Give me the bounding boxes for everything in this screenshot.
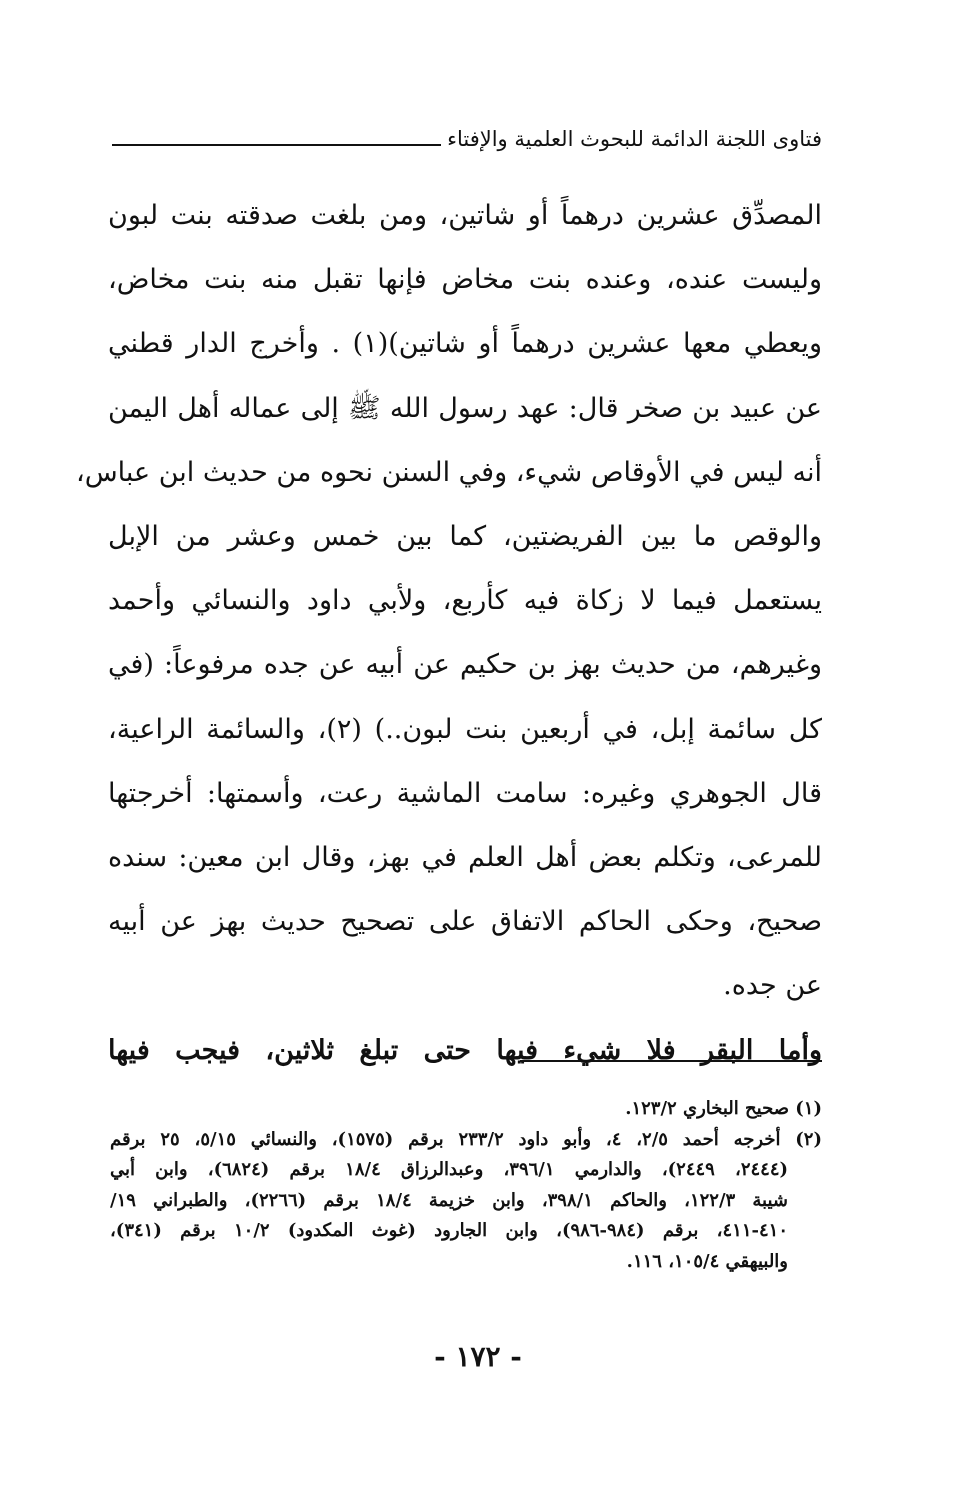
body-line: وليست عنده، وعنده بنت مخاض فإنها تقبل منه بنت مخاض، (108, 264, 822, 296)
body-line: عن عبيد بن صخر قال: عهد رسول الله ﷺ إلى عماله أهل اليمن (108, 392, 822, 424)
footnote-separator (520, 1060, 822, 1062)
body-text (76, 184, 822, 1083)
body-line: يستعمل فيما لا زكاة فيه كأربع، ولأبي داود والنسائي وأحمد (108, 585, 822, 617)
body-line: المصدِّق عشرين درهماً أو شاتين، ومن بلغت صدقته بنت لبون (108, 200, 822, 231)
footnote-2-line: (٢) أخرجه أحمد ٢/٥، ٤، وأبو داود ٢٣٣/٢ برقم (١٥٧٥)، والنسائي ٥/١٥، ٢٥ برقم (110, 1128, 822, 1150)
body-line: أنه ليس في الأوقاص شيء، وفي السنن نحوه من حديث ابن عباس، (76, 456, 822, 488)
body-line: عن جده. (723, 970, 822, 1002)
footnotes (110, 1094, 822, 1278)
body-line-emphasized: وأما البقر فلا شيء فيها حتى تبلغ ثلاثين، فيجب فيها (108, 1034, 822, 1066)
body-line: صحيح، وحكى الحاكم الاتفاق على تصحيح حديث بهز عن أبيه (108, 906, 822, 938)
body-line: ويعطي معها عشرين درهماً أو شاتين)(١) . وأخرج الدار قطني (108, 328, 822, 360)
page-number: - ١٧٢ - (434, 1340, 522, 1373)
body-line: وغيرهم، من حديث بهز بن حكيم عن أبيه عن جده مرفوعاً: (في (108, 649, 822, 681)
running-header (112, 112, 822, 152)
header-rule (112, 144, 441, 146)
footnote-2-line: (٢٤٤٤، ٢٤٤٩)، والدارمي ٣٩٦/١، وعبدالرزاق ١٨/٤ برقم (٦٨٢٤)، وابن أبي (110, 1159, 789, 1181)
body-line: كل سائمة إبل، في أربعين بنت لبون..) (٢)، والسائمة الراعية، (108, 713, 822, 745)
footnote-2-line: ٤١٠-٤١١، برقم (٩٨٤-٩٨٦)، وابن الجارود (غوث المكدود) ١٠/٢ برقم (٣٤١)، (110, 1220, 789, 1242)
body-line: والوقص ما بين الفريضتين، كما بين خمس وعشر من الإبل (108, 521, 822, 553)
header-title: فتاوى اللجنة الدائمة للبحوث العلمية والإفتاء (447, 126, 822, 151)
body-line: قال الجوهري وغيره: سامت الماشية رعت، وأسمتها: أخرجتها (108, 777, 822, 809)
footnote-1: (١) صحيح البخاري ١٢٣/٢. (625, 1098, 822, 1119)
body-line: للمرعى، وتكلم بعض أهل العلم في بهز، وقال ابن معين: سنده (108, 842, 822, 874)
footnote-2-line: شيبة ١٢٢/٣، والحاكم ٣٩٨/١، وابن خزيمة ١٨/٤ برقم (٢٢٦٦)، والطبراني ١٩/ (110, 1189, 788, 1211)
footnote-2-line: والبيهقي ١٠٥/٤، ١١٦. (626, 1250, 788, 1272)
